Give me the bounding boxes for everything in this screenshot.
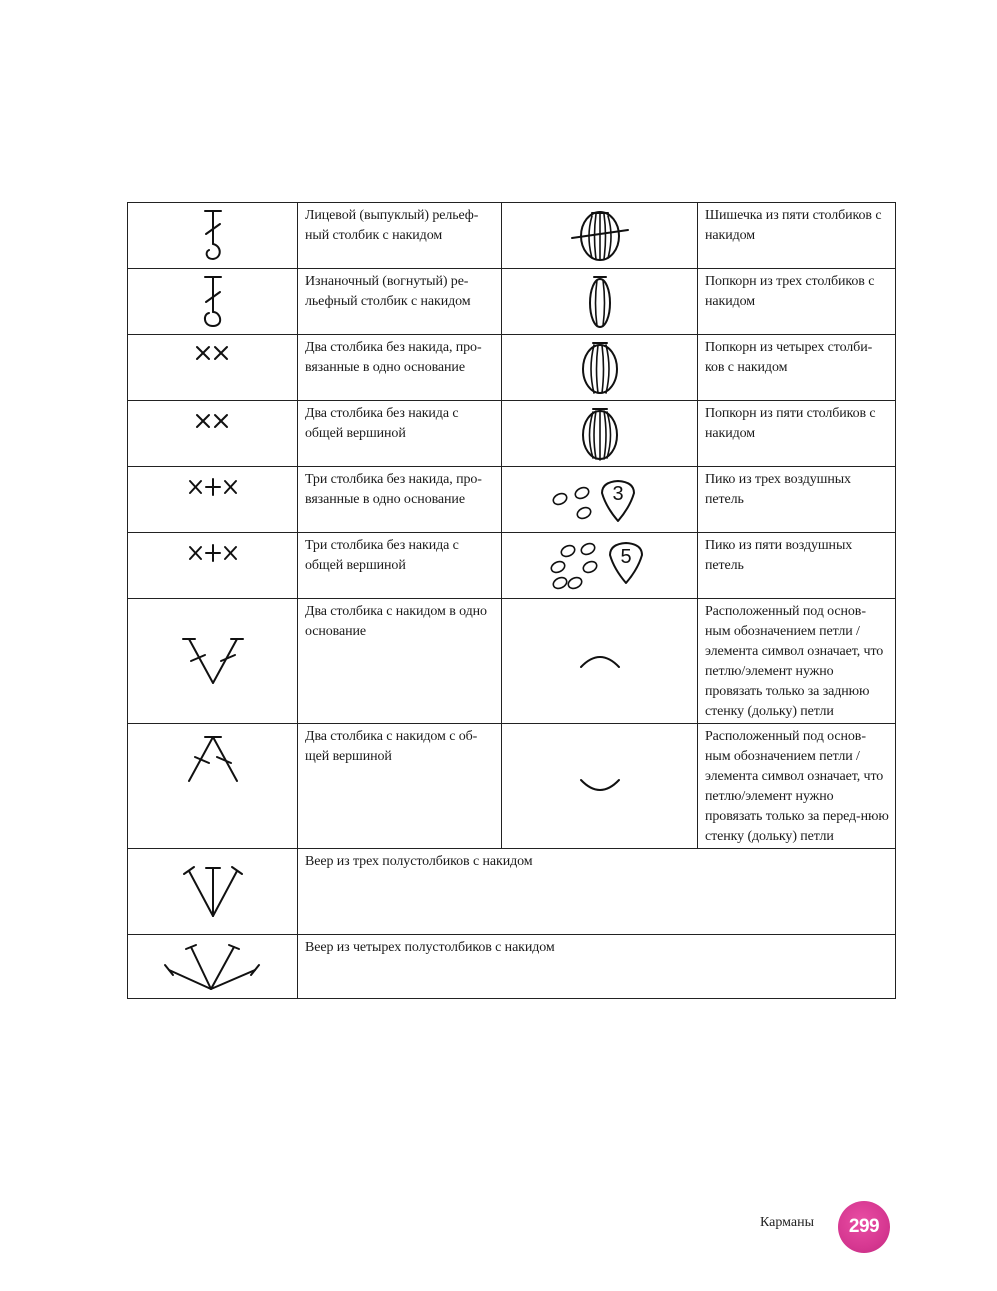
relief-front-double-crochet-icon (128, 203, 298, 269)
popcorn-three-icon (502, 269, 698, 335)
table-cell-text: Пико из пяти воздушных петель (698, 533, 896, 599)
page-number: 299 (848, 1216, 880, 1237)
table-row (128, 467, 896, 533)
table-row (128, 533, 896, 599)
table-cell-text: Пико из трех воздушных петель (698, 467, 896, 533)
two-single-crochet-dec-icon (128, 401, 298, 467)
section-title: Карманы (760, 1215, 815, 1230)
picot-three-icon (502, 467, 698, 533)
table-row (128, 203, 896, 269)
table-row (128, 269, 896, 335)
two-double-crochet-dec-icon (128, 724, 298, 849)
symbol-table (127, 202, 896, 999)
fan-four-half-double-icon (128, 935, 298, 999)
table-cell-text: Шишечка из пяти столбиков с накидом (698, 203, 896, 269)
table-row (128, 724, 896, 849)
three-single-crochet-inc-icon (128, 467, 298, 533)
three-single-crochet-dec-icon (128, 533, 298, 599)
two-double-crochet-inc-icon (128, 599, 298, 724)
table-cell-text: Изнаночный (вогнутый) ре-льефный столбик с накидом (298, 269, 502, 335)
fan-three-half-double-icon (128, 849, 298, 935)
popcorn-four-icon (502, 335, 698, 401)
table-cell-text: Веер из четырех полустолбиков с накидом (298, 935, 896, 999)
picot-count-label: 3 (611, 482, 624, 505)
page-number-badge (838, 1201, 890, 1253)
table-cell-text: Три столбика без накида, про-вязанные в одно основание (298, 467, 502, 533)
table-cell-text: Расположенный под основ-ным обозначением петли / элемента символ означает, что петлю/элемент нужно провязать только за заднюю стенку (дольку) петли (698, 599, 896, 724)
two-single-crochet-inc-icon (128, 335, 298, 401)
table-cell-text: Лицевой (выпуклый) рельеф-ный столбик с накидом (298, 203, 502, 269)
relief-back-double-crochet-icon (128, 269, 298, 335)
table-cell-text: Попкорн из пяти столбиков с накидом (698, 401, 896, 467)
back-loop-arc-icon (502, 599, 698, 724)
table-cell-text: Расположенный под основ-ным обозначением петли / элемента символ означает, что петлю/элемент нужно провязать только за перед-нюю стенку (дольку) петли (698, 724, 896, 849)
table-cell-text: Веер из трех полустолбиков с накидом (298, 849, 896, 935)
table-row (128, 849, 896, 935)
table-row (128, 935, 896, 999)
table-cell-text: Три столбика без накида с общей вершиной (298, 533, 502, 599)
picot-five-icon (502, 533, 698, 599)
table-cell-text: Попкорн из четырех столби-ков с накидом (698, 335, 896, 401)
table-cell-text: Два столбика без накида, про-вязанные в одно основание (298, 335, 502, 401)
table-row (128, 599, 896, 724)
table-cell-text: Два столбика с накидом с об-щей вершиной (298, 724, 502, 849)
table-cell-text: Два столбика без накида с общей вершиной (298, 401, 502, 467)
table-row (128, 335, 896, 401)
front-loop-arc-icon (502, 724, 698, 849)
table-cell-text: Два столбика с накидом в одно основание (298, 599, 502, 724)
table-cell-text: Попкорн из трех столбиков с накидом (698, 269, 896, 335)
table-row (128, 401, 896, 467)
picot-count-label: 5 (619, 545, 632, 568)
popcorn-five-icon (502, 401, 698, 467)
bobble-five-double-crochet-icon (502, 203, 698, 269)
